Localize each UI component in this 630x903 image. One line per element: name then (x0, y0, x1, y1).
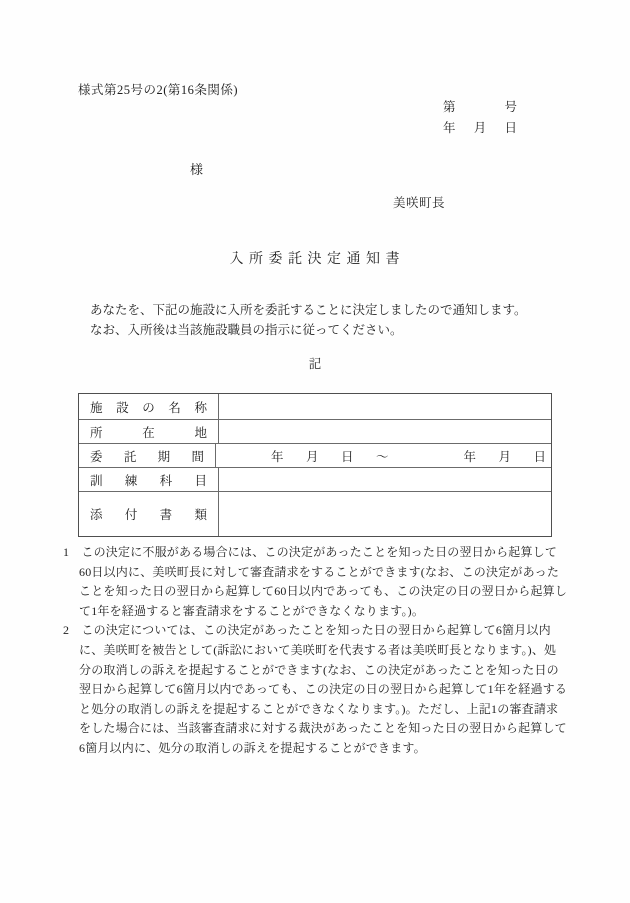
row-value-address (219, 420, 551, 443)
date-year-label: 年 (443, 121, 456, 135)
note-line: て1年を経過すると審査請求をすることができなくなります。)。 (79, 603, 425, 618)
note-line: ことを知った日の翌日から起算して60日以内であっても、この決定の日の翌日から起算し (79, 584, 568, 599)
form-number: 様式第25号の2(第16条関係) (78, 83, 239, 97)
row-value-facility-name (219, 394, 551, 419)
note-1 (63, 543, 568, 621)
date-month-label: 月 (473, 121, 487, 135)
note-line: 2 この決定については、この決定があったことを知った日の翌日から起算して6箇月以内 (63, 623, 551, 638)
note-line: 分の取消しの訴えを提起することができます(なお、この決定があったことを知った日の (79, 662, 559, 677)
row-label-text: 訓 練 科 目 (90, 473, 207, 488)
document-title: 入 所 委 託 決 定 通 知 書 (229, 252, 401, 267)
note-line: に、美咲町を被告として(訴訟において美咲町を代表する者は美咲町長となります。)、処 (79, 642, 557, 657)
row-value-training-subject (219, 468, 551, 491)
row-value-commission-period (216, 444, 551, 467)
body-line-2: なお、入所後は当該施設職員の指示に従ってください。 (90, 322, 403, 337)
date-line (443, 118, 517, 136)
body-line-1: あなたを、下記の施設に入所を委託することに決定しましたので通知します。 (90, 303, 527, 317)
sender-name: 美咲町長 (393, 196, 446, 210)
row-label-address (79, 420, 219, 443)
addressee-honorific: 様 (190, 162, 204, 177)
note-line: 6箇月以内に、処分の取消しの訴えを提起することができます。 (79, 740, 426, 755)
legal-notes (63, 543, 568, 759)
row-label-commission-period (79, 444, 216, 467)
details-table (78, 393, 552, 537)
row-label-text: 添 付 書 類 (90, 508, 207, 522)
row-label-text: 委 託 期 間 (90, 449, 204, 464)
row-label-training-subject (79, 468, 219, 491)
row-value-attachments (219, 492, 551, 536)
period-date-placeholders: 年 月 日 ～ 年 月 日 (270, 449, 551, 464)
body-paragraph (78, 301, 560, 341)
table-row-facility-name (79, 394, 551, 420)
record-marker: 記 (308, 357, 322, 371)
date-day-label: 日 (504, 121, 517, 135)
table-row-commission-period (79, 444, 551, 468)
row-label-attachments (79, 492, 219, 536)
table-row-address (79, 420, 551, 444)
row-label-facility-name (79, 394, 219, 419)
note-line: 60日以内に、美咲町長に対して審査請求をすることができます(なお、この決定があった (79, 564, 560, 579)
note-line: をした場合には、当該審査請求に対する裁決があったことを知った日の翌日から起算して (79, 721, 567, 736)
table-row-attachments (79, 492, 551, 536)
row-label-text: 施 設 の 名 称 (90, 400, 207, 415)
note-line: と処分の取消しの訴えを提起することができなくなります。)。ただし、上記1の審査請求 (79, 701, 559, 716)
document-number-line (443, 97, 517, 115)
note-line: 1 この決定に不服がある場合には、この決定があったことを知った日の翌日から起算して (63, 545, 558, 559)
note-line: 翌日から起算して6箇月以内であっても、この決定の日の翌日から起算して1年を経過する (79, 682, 568, 697)
table-row-training-subject (79, 468, 551, 492)
doc-number-prefix: 第 (443, 100, 456, 114)
doc-number-suffix: 号 (504, 100, 517, 114)
note-2 (63, 621, 568, 758)
row-label-text: 所 在 地 (90, 425, 207, 440)
